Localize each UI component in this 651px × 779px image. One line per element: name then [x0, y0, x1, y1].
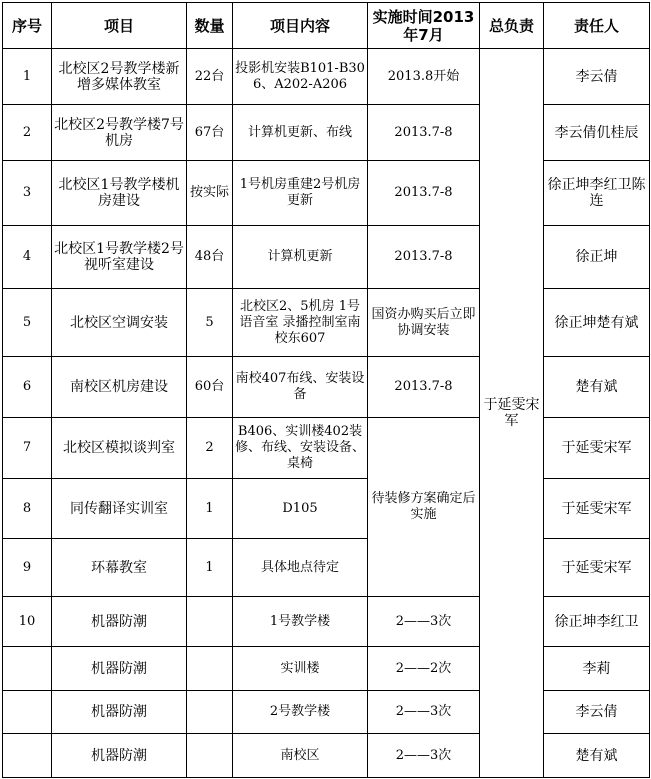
- row-item: 机器防潮: [52, 734, 187, 778]
- row-item: 北校区2号教学楼新增多媒体教室: [52, 49, 187, 105]
- header-owner: 责任人: [544, 3, 650, 49]
- row-qty: 60台: [187, 357, 233, 418]
- row-content: 1号教学楼: [233, 597, 368, 647]
- row-content: 北校区2、5机房 1号语音室 录播控制室南校东607: [233, 289, 368, 357]
- table-row: [3, 289, 650, 357]
- row-owner: 于延雯宋军: [544, 418, 650, 479]
- row-time: 2——3次: [368, 734, 480, 778]
- row-content: 1号机房重建2号机房更新: [233, 161, 368, 226]
- row-seq: 6: [3, 357, 52, 418]
- row-time: 2013.8开始: [368, 49, 480, 105]
- table-row: [3, 105, 650, 161]
- header-qty: 数量: [187, 3, 233, 49]
- row-qty: 按实际: [187, 161, 233, 226]
- row-time: 2013.7-8: [368, 357, 480, 418]
- row-time: 2——3次: [368, 597, 480, 647]
- row-time: 2——3次: [368, 691, 480, 734]
- header-item: 项目: [52, 3, 187, 49]
- row-content: 2号教学楼: [233, 691, 368, 734]
- row-qty: 1: [187, 539, 233, 597]
- row-content: D105: [233, 479, 368, 539]
- row-owner: 李云倩: [544, 49, 650, 105]
- row-content: 实训楼: [233, 647, 368, 691]
- row-content: 计算机更新、布线: [233, 105, 368, 161]
- row-qty: [187, 691, 233, 734]
- shared-time: 待装修方案确定后实施: [368, 418, 480, 597]
- row-content: 南校407布线、安装设备: [233, 357, 368, 418]
- table-row: [3, 539, 650, 597]
- header-time: 实施时间2013年7月: [368, 3, 480, 49]
- row-seq: 4: [3, 226, 52, 289]
- row-owner: 于延雯宋军: [544, 539, 650, 597]
- row-qty: 2: [187, 418, 233, 479]
- table-row: [3, 734, 650, 778]
- row-owner: 李云倩仉桂辰: [544, 105, 650, 161]
- row-owner: 楚有斌: [544, 357, 650, 418]
- header-content: 项目内容: [233, 3, 368, 49]
- row-time: 国资办购买后立即协调安装: [368, 289, 480, 357]
- row-seq: 9: [3, 539, 52, 597]
- row-qty: [187, 647, 233, 691]
- row-time: 2013.7-8: [368, 226, 480, 289]
- row-seq: [3, 691, 52, 734]
- table-row: [3, 226, 650, 289]
- header-seq: 序号: [3, 3, 52, 49]
- table-row: [3, 161, 650, 226]
- table-row: [3, 691, 650, 734]
- row-item: 北校区2号教学楼7号机房: [52, 105, 187, 161]
- row-seq: 1: [3, 49, 52, 105]
- row-qty: 67台: [187, 105, 233, 161]
- row-qty: 5: [187, 289, 233, 357]
- row-seq: [3, 734, 52, 778]
- row-owner: 徐正坤李红卫: [544, 597, 650, 647]
- work-schedule-table: [2, 2, 650, 778]
- row-item: 环幕教室: [52, 539, 187, 597]
- row-item: 北校区模拟谈判室: [52, 418, 187, 479]
- row-seq: 2: [3, 105, 52, 161]
- row-content: 具体地点待定: [233, 539, 368, 597]
- table-row: [3, 357, 650, 418]
- row-item: 北校区1号教学楼机房建设: [52, 161, 187, 226]
- row-content: B406、实训楼402装修、布线、安装设备、桌椅: [233, 418, 368, 479]
- row-qty: 48台: [187, 226, 233, 289]
- table-row: [3, 479, 650, 539]
- row-seq: 5: [3, 289, 52, 357]
- row-owner: 李莉: [544, 647, 650, 691]
- row-owner: 于延雯宋军: [544, 479, 650, 539]
- row-qty: 22台: [187, 49, 233, 105]
- table-row: [3, 49, 650, 105]
- row-seq: 10: [3, 597, 52, 647]
- row-content: 投影机安装B101-B306、A202-A206: [233, 49, 368, 105]
- row-owner: 徐正坤楚有斌: [544, 289, 650, 357]
- row-seq: 8: [3, 479, 52, 539]
- table-row: [3, 418, 650, 479]
- row-item: 机器防潮: [52, 691, 187, 734]
- row-time: 2013.7-8: [368, 161, 480, 226]
- row-item: 同传翻译实训室: [52, 479, 187, 539]
- row-owner: 徐正坤李红卫陈连: [544, 161, 650, 226]
- row-qty: 1: [187, 479, 233, 539]
- row-time: 2013.7-8: [368, 105, 480, 161]
- row-qty: [187, 734, 233, 778]
- row-time: 2——2次: [368, 647, 480, 691]
- row-content: 南校区: [233, 734, 368, 778]
- row-content: 计算机更新: [233, 226, 368, 289]
- lead-person: 于延雯宋军: [480, 49, 544, 778]
- table-row: [3, 647, 650, 691]
- row-owner: 李云倩: [544, 691, 650, 734]
- row-item: 北校区空调安装: [52, 289, 187, 357]
- row-item: 南校区机房建设: [52, 357, 187, 418]
- row-owner: 徐正坤: [544, 226, 650, 289]
- row-seq: [3, 647, 52, 691]
- table-row: [3, 597, 650, 647]
- header-row: [3, 3, 650, 49]
- row-owner: 楚有斌: [544, 734, 650, 778]
- header-lead: 总负责: [480, 3, 544, 49]
- row-qty: [187, 597, 233, 647]
- row-seq: 7: [3, 418, 52, 479]
- row-item: 机器防潮: [52, 597, 187, 647]
- row-item: 机器防潮: [52, 647, 187, 691]
- row-seq: 3: [3, 161, 52, 226]
- row-item: 北校区1号教学楼2号视听室建设: [52, 226, 187, 289]
